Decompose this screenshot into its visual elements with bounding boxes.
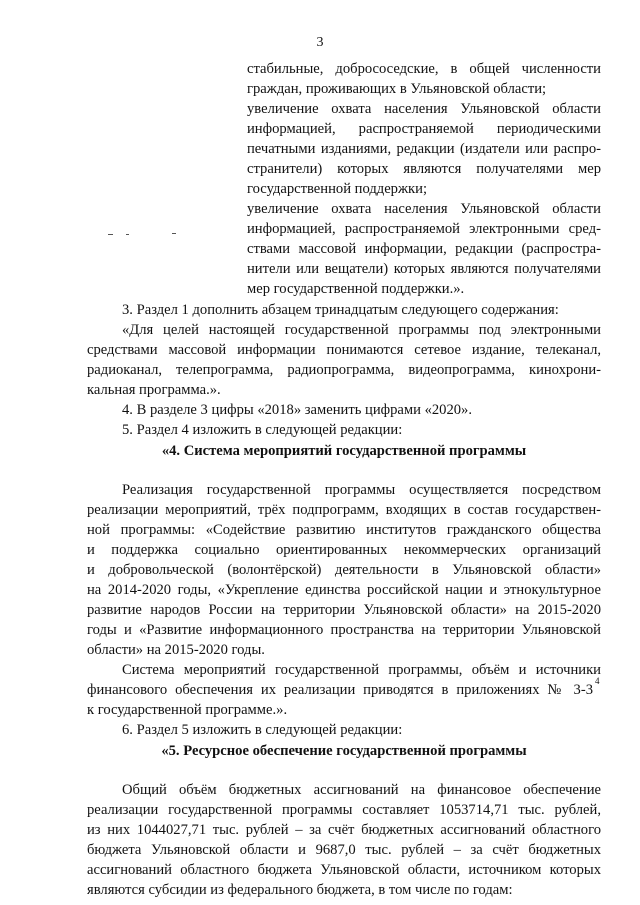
text-line: информацией, распространяемой периодическими	[247, 121, 601, 137]
text-line: на 2014-2020 годы, «Укрепление единства российской нации и этнокультурное	[87, 582, 601, 598]
text-line: к государственной программе.».	[87, 702, 288, 718]
scan-mark	[172, 233, 176, 234]
text-line: из них 1044027,71 тыс. рублей – за счёт бюджетных ассигнований областного	[87, 822, 601, 838]
text-line: 3. Раздел 1 дополнить абзацем тринадцатым следующего содержания:	[122, 302, 559, 318]
text-line: нители или вещатели) которых являются получателями	[247, 261, 601, 277]
text-line: увеличение охвата населения Ульяновской области	[247, 201, 601, 217]
text-line: 6. Раздел 5 изложить в следующей редакции:	[122, 722, 403, 738]
text-line: области» на 2015-2020 годы.	[87, 642, 265, 658]
text-line: «Для целей настоящей государственной программы под электронными	[122, 322, 601, 338]
text-line: и поддержка социально ориентированных некоммерческих организаций	[87, 542, 601, 558]
text-line: годы и «Развитие информационного пространства на территории Ульяновской	[87, 622, 601, 638]
text-line: государственной поддержки;	[247, 181, 428, 197]
text-line	[87, 681, 593, 700]
scan-mark	[126, 234, 129, 235]
text-line: ствами массовой информации, редакции (распростра-	[247, 241, 601, 257]
text-line: информацией, распространяемой электронными сред-	[247, 221, 601, 237]
text-line: реализации мероприятий, трёх подпрограмм, входящих в состав государствен-	[87, 502, 601, 518]
text-line: Реализация государственной программы осуществляется посредством	[122, 482, 601, 498]
text-line: мер государственной поддержки.».	[247, 281, 465, 297]
text-line: граждан, проживающих в Ульяновской области;	[247, 81, 547, 97]
text-line: средствами массовой информации понимаются сетевое издание, телеканал,	[87, 342, 601, 358]
text-line: стабильные, добрососедские, в общей численности	[247, 61, 601, 77]
document-page: 3 стабильные, добрососедские, в общей численности граждан, проживающих в Ульяновской области; увеличение охвата населения Ульяновской области информацией, распространяемой периодическими печатными изданиями, редакции (издатели или распро- странители) которых являются получателями мер государственной поддержки; увеличение охвата населения Ульяновской области информацией, распространяемой электронными сред- ствами массовой информации, редакции (распростра- нители или вещатели) которых являются получателями мер государственной поддержки.». 3. Раздел 1 дополнить абзацем тринадцатым следующего содержания: «Для целей настоящей государственной программы под электронными средствами массовой информации понимаются сетевое издание, телеканал, радиоканал, телепрограмма, радиопрограмма, видеопрограмма, кинохрони- кальная программа.». 4. В разделе 3 цифры «2018» заменить цифрами «2020». 5. Раздел 4 изложить в следующей редакции: «4. Система мероприятий государственной программы Реализация государственной программы осуществляется посредством реализации мероприятий, трёх подпрограмм, входящих в состав государствен- ной программы: «Содействие развитию институтов гражданского общества и поддержка социально ориентированных некоммерческих организаций и добровольческой (волонтёрской) деятельности в Ульяновской области» на 2014-2020 годы, «Укрепление единства российской нации и этнокультурное развитие народов России на территории Ульяновской области» на 2015-2020 годы и «Развитие информационного пространства на территории Ульяновской области» на 2015-2020 годы. Система мероприятий государственной программы, объём и источники финансового обеспечения их реализации приводятся в приложениях № 3-3 4 к государственной программе.». 6. Раздел 5 изложить в следующей редакции: «5. Ресурсное обеспечение государственной программы Общий объём бюджетных ассигнований на финансовое обеспечение реализации государственной программы составляет 1053714,71 тыс. рублей, из них 1044027,71 тыс. рублей – за счёт бюджетных ассигнований областного бюджета Ульяновской области и 9687,0 тыс. рублей – за счёт бюджетных ассигнований областного бюджета Ульяновской области, источником которых являются субсидии из федерального бюджета, в том числе по годам:	[0, 0, 640, 905]
text-line: являются субсидии из федерального бюджета, в том числе по годам:	[87, 882, 513, 898]
text-line: и добровольческой (волонтёрской) деятельности в Ульяновской области»	[87, 562, 601, 578]
section-heading: «5. Ресурсное обеспечение государственной программы	[161, 743, 527, 759]
text-line: печатными изданиями, редакции (издатели или распро-	[247, 141, 601, 157]
text-line: радиоканал, телепрограмма, радиопрограмма, видеопрограмма, кинохрони-	[87, 362, 601, 378]
text-line-content: финансового обеспечения их реализации приводятся в приложениях № 3-3	[87, 682, 593, 698]
text-line: ной программы: «Содействие развитию институтов гражданского общества	[87, 522, 601, 538]
text-line: Система мероприятий государственной программы, объём и источники	[122, 662, 601, 678]
scan-mark	[108, 234, 113, 235]
page-number: 3	[316, 35, 324, 50]
section-heading: «4. Система мероприятий государственной программы	[161, 443, 527, 459]
text-line: 4. В разделе 3 цифры «2018» заменить цифрами «2020».	[122, 402, 472, 418]
text-line: развитие народов России на территории Ульяновской области» на 2015-2020	[87, 602, 601, 618]
text-line: увеличение охвата населения Ульяновской области	[247, 101, 601, 117]
text-line: кальная программа.».	[87, 382, 221, 398]
text-line: бюджета Ульяновской области и 9687,0 тыс. рублей – за счёт бюджетных	[87, 842, 601, 858]
text-line: реализации государственной программы составляет 1053714,71 тыс. рублей,	[87, 802, 601, 818]
text-line: странители) которых являются получателями мер	[247, 161, 601, 177]
text-line: Общий объём бюджетных ассигнований на финансовое обеспечение	[122, 782, 601, 798]
text-line: 5. Раздел 4 изложить в следующей редакции:	[122, 422, 403, 438]
text-line: ассигнований областного бюджета Ульяновской области, источником которых	[87, 862, 601, 878]
